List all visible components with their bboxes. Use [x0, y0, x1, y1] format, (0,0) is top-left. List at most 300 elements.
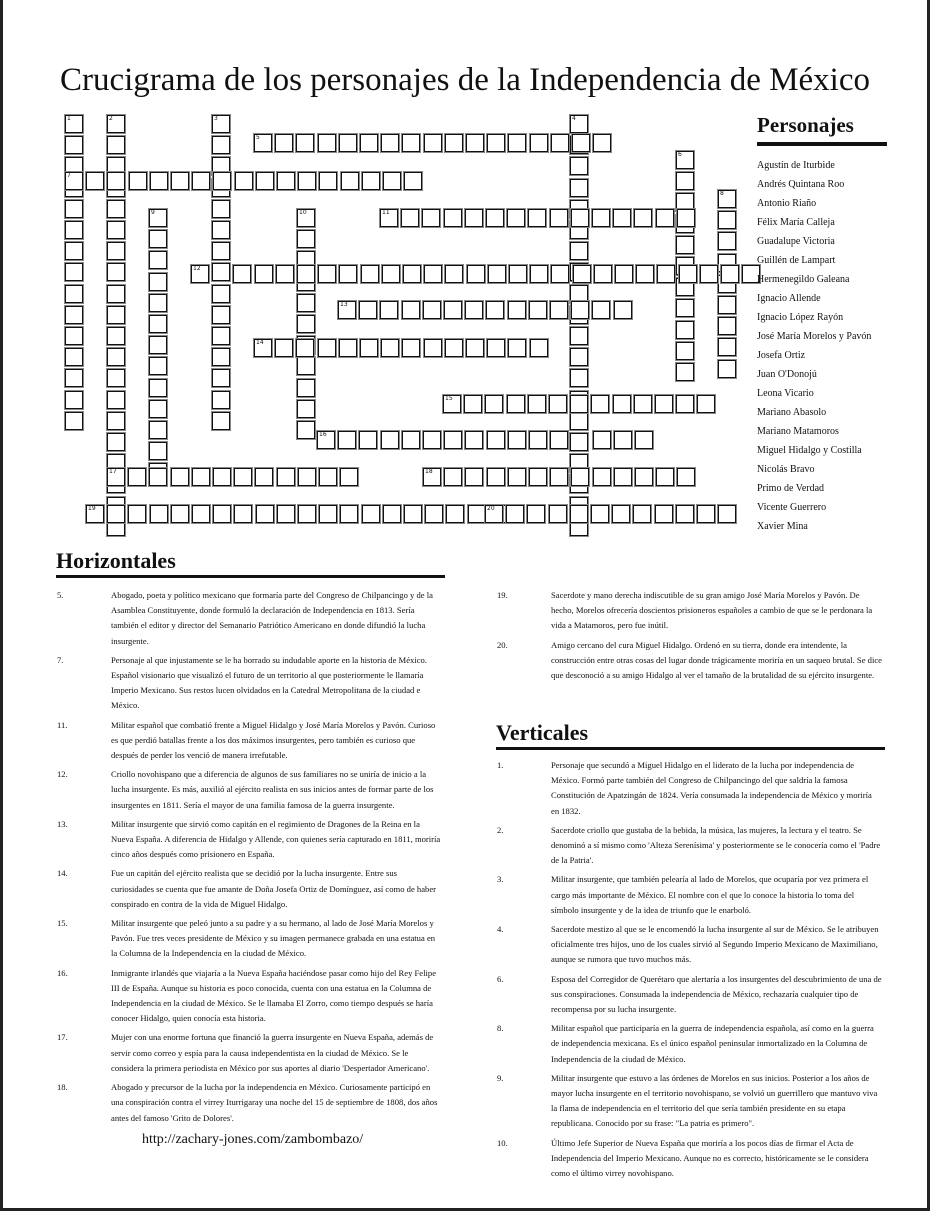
grid-cell[interactable]: [212, 391, 230, 409]
grid-cell[interactable]: [571, 209, 589, 227]
grid-cell[interactable]: [296, 339, 314, 357]
grid-cell[interactable]: [107, 433, 125, 451]
name-item: José María Morelos y Pavón: [757, 331, 872, 342]
grid-cell[interactable]: [403, 265, 421, 283]
grid-cell[interactable]: [341, 172, 359, 190]
grid-cell[interactable]: [718, 190, 736, 208]
grid-cell[interactable]: [65, 242, 83, 260]
grid-cell[interactable]: [549, 395, 567, 413]
grid-cell[interactable]: [677, 468, 695, 486]
grid-cell[interactable]: [128, 505, 146, 523]
grid-cell[interactable]: [277, 468, 295, 486]
clue-text: Fue un capitán del ejército realista que se decidió por la lucha insurgente. Entre sus curiosidades se cuenta que fue amante de Doña Josefa Ortiz de Domínguez, así como de haber conspirado en contra de la vida de Miguel Hidalgo.: [111, 868, 437, 909]
grid-cell[interactable]: [65, 172, 83, 190]
grid-cell[interactable]: [107, 306, 125, 324]
grid-cell[interactable]: [656, 468, 674, 486]
grid-cell[interactable]: [276, 265, 294, 283]
clue-number-label: 17: [109, 468, 117, 475]
grid-cell[interactable]: [107, 172, 125, 190]
grid-cell[interactable]: [571, 468, 589, 486]
grid-cell[interactable]: [676, 321, 694, 339]
grid-cell[interactable]: [718, 360, 736, 378]
grid-cell[interactable]: [255, 265, 273, 283]
grid-cell[interactable]: [614, 431, 632, 449]
grid-cell[interactable]: [149, 315, 167, 333]
grid-cell[interactable]: [445, 339, 463, 357]
grid-cell[interactable]: [655, 395, 673, 413]
grid-cell[interactable]: [213, 468, 231, 486]
grid-cell[interactable]: [382, 265, 400, 283]
grid-cell[interactable]: [570, 395, 588, 413]
grid-cell[interactable]: [171, 172, 189, 190]
grid-cell[interactable]: [318, 134, 336, 152]
grid-cell[interactable]: [465, 209, 483, 227]
grid-cell[interactable]: [149, 468, 167, 486]
grid-cell[interactable]: [235, 172, 253, 190]
grid-cell[interactable]: [424, 134, 442, 152]
footer-url[interactable]: http://zachary-jones.com/zambombazo/: [142, 1132, 364, 1147]
grid-cell[interactable]: [149, 336, 167, 354]
grid-cell[interactable]: [718, 296, 736, 314]
grid-cell[interactable]: [212, 200, 230, 218]
grid-cell[interactable]: [570, 157, 588, 175]
grid-cell[interactable]: [298, 505, 316, 523]
grid-cell[interactable]: [297, 230, 315, 248]
grid-cell[interactable]: [149, 251, 167, 269]
name-item: Josefa Ortiz: [757, 350, 806, 361]
grid-cell[interactable]: [297, 294, 315, 312]
grid-cell[interactable]: [529, 301, 547, 319]
grid-cell[interactable]: [676, 172, 694, 190]
grid-cell[interactable]: [149, 400, 167, 418]
grid-cell[interactable]: [297, 400, 315, 418]
grid-cell[interactable]: [573, 265, 591, 283]
grid-cell[interactable]: [317, 431, 335, 449]
grid-cell[interactable]: [508, 134, 526, 152]
grid-cell[interactable]: [507, 209, 525, 227]
grid-cell[interactable]: [107, 136, 125, 154]
grid-cell[interactable]: [570, 369, 588, 387]
clue-number-label: 9: [151, 209, 155, 216]
grid-cell[interactable]: [634, 395, 652, 413]
grid-cell[interactable]: [485, 505, 503, 523]
grid-cell[interactable]: [444, 301, 462, 319]
grid-cell[interactable]: [508, 468, 526, 486]
grid-cell[interactable]: [465, 468, 483, 486]
grid-cell[interactable]: [697, 395, 715, 413]
grid-cell[interactable]: [529, 468, 547, 486]
grid-cell[interactable]: [402, 431, 420, 449]
grid-cell[interactable]: [613, 209, 631, 227]
grid-cell[interactable]: [360, 134, 378, 152]
grid-cell[interactable]: [213, 172, 231, 190]
grid-cell[interactable]: [192, 505, 210, 523]
grid-cell[interactable]: [676, 505, 694, 523]
grid-cell[interactable]: [635, 468, 653, 486]
grid-cell[interactable]: [466, 134, 484, 152]
clue-item: [497, 922, 882, 968]
grid-cell[interactable]: [550, 431, 568, 449]
grid-cell[interactable]: [212, 221, 230, 239]
grid-cell[interactable]: [212, 136, 230, 154]
grid-cell[interactable]: [529, 431, 547, 449]
grid-cell[interactable]: [254, 134, 272, 152]
grid-cell[interactable]: [530, 339, 548, 357]
grid-cell[interactable]: [297, 357, 315, 375]
grid-cell[interactable]: [551, 134, 569, 152]
grid-cell[interactable]: [383, 505, 401, 523]
grid-cell[interactable]: [234, 468, 252, 486]
grid-cell[interactable]: [527, 505, 545, 523]
grid-cell[interactable]: [636, 265, 654, 283]
grid-cell[interactable]: [550, 209, 568, 227]
grid-cell[interactable]: [676, 395, 694, 413]
grid-cell[interactable]: [361, 265, 379, 283]
grid-cell[interactable]: [65, 306, 83, 324]
grid-cell[interactable]: [318, 265, 336, 283]
verticales-heading: Verticales: [496, 719, 885, 750]
grid-cell[interactable]: [423, 431, 441, 449]
grid-cell[interactable]: [443, 395, 461, 413]
grid-cell[interactable]: [679, 265, 697, 283]
grid-cell[interactable]: [65, 115, 83, 133]
grid-cell[interactable]: [86, 505, 104, 523]
grid-cell[interactable]: [676, 236, 694, 254]
clue-number: 11.: [57, 719, 68, 730]
grid-cell[interactable]: [657, 265, 675, 283]
grid-cell[interactable]: [340, 505, 358, 523]
grid-cell[interactable]: [277, 505, 295, 523]
grid-cell[interactable]: [213, 505, 231, 523]
grid-cell[interactable]: [570, 285, 588, 303]
grid-cell[interactable]: [234, 505, 252, 523]
grid-cell[interactable]: [465, 301, 483, 319]
grid-cell[interactable]: [466, 339, 484, 357]
grid-cell[interactable]: [445, 134, 463, 152]
grid-cell[interactable]: [444, 209, 462, 227]
grid-cell[interactable]: [338, 301, 356, 319]
grid-cell[interactable]: [528, 209, 546, 227]
grid-cell[interactable]: [634, 209, 652, 227]
grid-cell[interactable]: [255, 468, 273, 486]
grid-cell[interactable]: [297, 265, 315, 283]
grid-cell[interactable]: [424, 339, 442, 357]
grid-cell[interactable]: [402, 301, 420, 319]
grid-cell[interactable]: [656, 209, 674, 227]
grid-cell[interactable]: [676, 299, 694, 317]
grid-cell[interactable]: [718, 317, 736, 335]
grid-cell[interactable]: [254, 339, 272, 357]
clue-number-label: 16: [319, 431, 327, 438]
grid-cell[interactable]: [339, 265, 357, 283]
grid-cell[interactable]: [107, 369, 125, 387]
grid-cell[interactable]: [128, 468, 146, 486]
grid-cell[interactable]: [192, 468, 210, 486]
grid-cell[interactable]: [212, 263, 230, 281]
grid-cell[interactable]: [298, 172, 316, 190]
grid-cell[interactable]: [468, 505, 486, 523]
grid-cell[interactable]: [212, 242, 230, 260]
grid-cell[interactable]: [150, 172, 168, 190]
grid-cell[interactable]: [404, 172, 422, 190]
grid-cell[interactable]: [107, 348, 125, 366]
grid-cell[interactable]: [339, 339, 357, 357]
grid-cell[interactable]: [444, 431, 462, 449]
grid-cell[interactable]: [676, 342, 694, 360]
grid-cell[interactable]: [298, 468, 316, 486]
grid-cell[interactable]: [149, 230, 167, 248]
grid-cell[interactable]: [319, 468, 337, 486]
grid-cell[interactable]: [508, 431, 526, 449]
grid-cell[interactable]: [65, 348, 83, 366]
grid-cell[interactable]: [277, 172, 295, 190]
grid-cell[interactable]: [508, 301, 526, 319]
name-item: Leona Vicario: [757, 388, 814, 399]
grid-cell[interactable]: [550, 301, 568, 319]
grid-cell[interactable]: [614, 301, 632, 319]
grid-cell[interactable]: [65, 136, 83, 154]
grid-cell[interactable]: [107, 468, 125, 486]
grid-cell[interactable]: [340, 468, 358, 486]
grid-cell[interactable]: [465, 431, 483, 449]
grid-cell[interactable]: [192, 172, 210, 190]
grid-cell[interactable]: [613, 395, 631, 413]
grid-cell[interactable]: [212, 327, 230, 345]
grid-cell[interactable]: [171, 468, 189, 486]
grid-cell[interactable]: [423, 468, 441, 486]
grid-cell[interactable]: [528, 395, 546, 413]
grid-cell[interactable]: [296, 134, 314, 152]
grid-cell[interactable]: [592, 209, 610, 227]
grid-cell[interactable]: [594, 265, 612, 283]
grid-cell[interactable]: [612, 505, 630, 523]
grid-cell[interactable]: [107, 412, 125, 430]
grid-cell[interactable]: [402, 339, 420, 357]
grid-cell[interactable]: [570, 433, 588, 451]
grid-cell[interactable]: [485, 395, 503, 413]
grid-cell[interactable]: [65, 200, 83, 218]
grid-cell[interactable]: [359, 431, 377, 449]
name-item: Juan O'Donojú: [757, 369, 817, 380]
grid-cell[interactable]: [65, 285, 83, 303]
grid-cell[interactable]: [571, 301, 589, 319]
grid-cell[interactable]: [256, 505, 274, 523]
grid-cell[interactable]: [360, 339, 378, 357]
grid-cell[interactable]: [676, 151, 694, 169]
grid-cell[interactable]: [107, 285, 125, 303]
grid-cell[interactable]: [256, 172, 274, 190]
grid-cell[interactable]: [486, 209, 504, 227]
grid-cell[interactable]: [507, 395, 525, 413]
clue-item: [497, 1021, 882, 1067]
grid-cell[interactable]: [718, 232, 736, 250]
grid-cell[interactable]: [404, 505, 422, 523]
grid-cell[interactable]: [233, 265, 251, 283]
grid-cell[interactable]: [149, 357, 167, 375]
grid-cell[interactable]: [718, 505, 736, 523]
grid-cell[interactable]: [464, 395, 482, 413]
grid-cell[interactable]: [591, 395, 609, 413]
name-item: Xavier Mina: [757, 521, 808, 532]
grid-cell[interactable]: [65, 327, 83, 345]
grid-cell[interactable]: [444, 468, 462, 486]
grid-cell[interactable]: [359, 301, 377, 319]
grid-cell[interactable]: [383, 172, 401, 190]
grid-cell[interactable]: [65, 369, 83, 387]
grid-cell[interactable]: [570, 242, 588, 260]
grid-cell[interactable]: [655, 505, 673, 523]
grid-cell[interactable]: [107, 505, 125, 523]
name-item: Mariano Matamoros: [757, 426, 839, 437]
grid-cell[interactable]: [530, 134, 548, 152]
grid-cell[interactable]: [446, 505, 464, 523]
clue-text: Sacerdote mestizo al que se le encomendó la lucha insurgente al sur de México. Se le atribuyen oficialmente tres hijos, uno de los cuales sirvió al Segundo Imperio Mexicano de Maximiliano, aunque se rumora que tuvo muchos más.: [551, 924, 879, 965]
grid-cell[interactable]: [486, 301, 504, 319]
grid-cell[interactable]: [487, 468, 505, 486]
grid-cell[interactable]: [423, 301, 441, 319]
grid-cell[interactable]: [593, 468, 611, 486]
grid-cell[interactable]: [591, 505, 609, 523]
name-item: Miguel Hidalgo y Costilla: [757, 445, 862, 456]
grid-cell[interactable]: [107, 200, 125, 218]
grid-cell[interactable]: [424, 265, 442, 283]
grid-cell[interactable]: [718, 211, 736, 229]
grid-cell[interactable]: [107, 391, 125, 409]
grid-cell[interactable]: [550, 468, 568, 486]
grid-cell[interactable]: [107, 242, 125, 260]
grid-cell[interactable]: [380, 209, 398, 227]
grid-cell[interactable]: [721, 265, 739, 283]
grid-cell[interactable]: [86, 172, 104, 190]
grid-cell[interactable]: [401, 209, 419, 227]
clue-number-label: 2: [109, 115, 113, 122]
grid-cell[interactable]: [297, 379, 315, 397]
name-item: Mariano Abasolo: [757, 407, 827, 418]
grid-cell[interactable]: [362, 505, 380, 523]
clue-item: [57, 916, 442, 962]
grid-cell[interactable]: [149, 442, 167, 460]
grid-cell[interactable]: [445, 265, 463, 283]
grid-cell[interactable]: [171, 505, 189, 523]
grid-cell[interactable]: [380, 301, 398, 319]
grid-cell[interactable]: [319, 172, 337, 190]
grid-cell[interactable]: [593, 134, 611, 152]
grid-cell[interactable]: [150, 505, 168, 523]
grid-cell[interactable]: [212, 306, 230, 324]
grid-cell[interactable]: [551, 265, 569, 283]
grid-cell[interactable]: [212, 115, 230, 133]
grid-cell[interactable]: [149, 294, 167, 312]
grid-cell[interactable]: [676, 363, 694, 381]
grid-cell[interactable]: [212, 369, 230, 387]
grid-cell[interactable]: [107, 327, 125, 345]
grid-cell[interactable]: [381, 134, 399, 152]
grid-cell[interactable]: [697, 505, 715, 523]
grid-cell[interactable]: [506, 505, 524, 523]
grid-cell[interactable]: [149, 273, 167, 291]
grid-cell[interactable]: [297, 315, 315, 333]
clue-item: [497, 638, 882, 684]
grid-cell[interactable]: [487, 339, 505, 357]
grid-cell[interactable]: [615, 265, 633, 283]
grid-cell[interactable]: [297, 421, 315, 439]
grid-cell[interactable]: [107, 263, 125, 281]
grid-cell[interactable]: [212, 348, 230, 366]
name-item: Vicente Guerrero: [757, 502, 827, 513]
grid-cell[interactable]: [570, 327, 588, 345]
grid-cell[interactable]: [65, 263, 83, 281]
grid-cell[interactable]: [275, 339, 293, 357]
grid-cell[interactable]: [402, 134, 420, 152]
clue-number: 9.: [497, 1072, 504, 1083]
clue-number: 10.: [497, 1137, 508, 1148]
grid-cell[interactable]: [633, 505, 651, 523]
grid-cell[interactable]: [297, 209, 315, 227]
grid-cell[interactable]: [487, 134, 505, 152]
grid-cell[interactable]: [570, 412, 588, 430]
grid-cell[interactable]: [319, 505, 337, 523]
grid-cell[interactable]: [65, 412, 83, 430]
grid-cell[interactable]: [549, 505, 567, 523]
grid-cell[interactable]: [467, 265, 485, 283]
grid-cell[interactable]: [275, 134, 293, 152]
grid-cell[interactable]: [149, 379, 167, 397]
grid-cell[interactable]: [570, 179, 588, 197]
grid-cell[interactable]: [381, 431, 399, 449]
clue-item: [497, 972, 882, 1018]
grid-cell[interactable]: [191, 265, 209, 283]
grid-cell[interactable]: [65, 391, 83, 409]
grid-cell[interactable]: [149, 209, 167, 227]
grid-cell[interactable]: [592, 301, 610, 319]
grid-cell[interactable]: [362, 172, 380, 190]
name-item: Ignacio Allende: [757, 293, 821, 304]
grid-cell[interactable]: [338, 431, 356, 449]
grid-cell[interactable]: [425, 505, 443, 523]
grid-cell[interactable]: [635, 431, 653, 449]
grid-cell[interactable]: [487, 431, 505, 449]
grid-cell[interactable]: [212, 285, 230, 303]
grid-cell[interactable]: [593, 431, 611, 449]
grid-cell[interactable]: [508, 339, 526, 357]
grid-cell[interactable]: [614, 468, 632, 486]
grid-cell[interactable]: [129, 172, 147, 190]
clue-item: [497, 1136, 882, 1182]
grid-cell[interactable]: [572, 134, 590, 152]
grid-cell[interactable]: [381, 339, 399, 357]
grid-cell[interactable]: [107, 221, 125, 239]
grid-cell[interactable]: [530, 265, 548, 283]
clue-text: Sacerdote criollo que gustaba de la bebida, la música, las mujeres, la lectura y el teatro. Se denominó a sí mismo como 'Alteza Serenísima' y posteriormente se le conocería como el 'Padre de la Patria'.: [551, 824, 881, 866]
grid-cell[interactable]: [339, 134, 357, 152]
grid-cell[interactable]: [149, 421, 167, 439]
grid-cell[interactable]: [107, 115, 125, 133]
grid-cell[interactable]: [212, 412, 230, 430]
grid-cell[interactable]: [570, 348, 588, 366]
grid-cell[interactable]: [677, 209, 695, 227]
grid-cell[interactable]: [570, 505, 588, 523]
grid-cell[interactable]: [570, 115, 588, 133]
grid-cell[interactable]: [700, 265, 718, 283]
grid-cell[interactable]: [318, 339, 336, 357]
grid-cell[interactable]: [488, 265, 506, 283]
grid-cell[interactable]: [422, 209, 440, 227]
clue-number-label: 13: [340, 301, 348, 308]
grid-cell[interactable]: [718, 338, 736, 356]
grid-cell[interactable]: [65, 221, 83, 239]
grid-cell[interactable]: [509, 265, 527, 283]
clue-item: [57, 817, 442, 863]
